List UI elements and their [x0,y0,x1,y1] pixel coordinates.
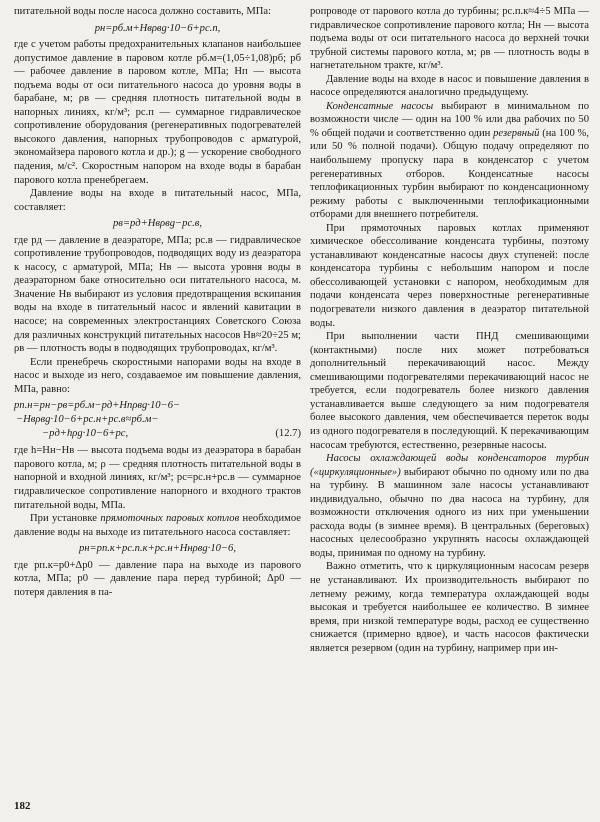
equation-number: (12.7) [275,428,301,440]
paragraph: где с учетом работы предохранительных клапанов наибольшее допустимое давление в паровом котле pб.м=(1,05÷1,08)pб; pб — рабочее давление в паровом котле, МПа; Hп — высота подъема воды от оси питательного насоса до уровня воды в барабане, м; ρв — средняя плотность питательной воды в напорных линиях, кг/м³; pс.п — суммарное гидравлическое сопротивление оборудования (регенеративных подогревателей высокого давления, напорных трубопроводов с арматурой, экономайзера парового котла и др.); g — ускорение свободного падения, м/с². Скоростным напором на входе воды в барабан парового котла пренебрегаем. [14,39,301,186]
text-run: При установке [30,513,101,525]
text-run: (на 100 %, или 50 % полной подачи). Общую подачу определяют по наибольшему пропуску пара в конденсатор с учетом регенеративных отборов. Конденсатные насосы теплофикационных турбин выбирают по конденсационному режиму работы с выключенными теплофикационными отборами для внешнего потребителя. [310,127,589,221]
paragraph: При прямоточных паровых котлах применяют химическое обессоливание конденсата турбины, поэтому устанавливают конденсатные насосы двух ступеней: после конденсатора турбины с небольшим напором и после обессоливающей установки с напором, необходимым для подачи конденсата через поверхностные регенеративные подогреватели низкого давления в деаэратор питательной воды. [310,222,589,329]
formula-line-with-number [14,427,301,441]
formula: pн=pб.м+Hвρвg·10−6+pс.п, [94,22,221,34]
paragraph: где h=Hн−Hв — высота подъема воды из деаэратора в барабан парового котла, м; ρ — средняя плотность питательной воды в напорной и входной линиях, кг/м³; pс=pс.н+pс.в — суммарное гидравлическое сопротивление напорного и входного трактов питательной воды, МПа. [14,445,301,511]
emphasis-text: прямоточных паровых котлов [100,513,240,525]
text-run: выбирают обычно по одному или по два на турбину. В машинном зале насосы устанавливают индивидуально, обычно по два насоса на турбину, для возможности отключения одного из них при уменьшении расхода воды (в зимнее время). В центральных (береговых) насосных целесообразно укрупнять насосы охлаждающей воды, принимая по одному на турбину. [310,466,589,559]
paragraph [310,100,589,222]
paragraph: Важно отметить, что к циркуляционным насосам резерв не устанавливают. Их производительность выбирают по летнему режиму, когда температура охлаждающей воды высокая и требуется наибольшее ее количество. В зимнее время, при низкой температуре воды, расход ее существенно снижается (примерно вдвое), и часть насосов фактически является резервом (один на турбину, например при ин- [310,561,589,654]
paragraph: Если пренебречь скоростными напорами воды на входе в насос и выходе из него, создаваемое им повышение давления, МПа, равно: [14,356,301,395]
paragraph: где pд — давление в деаэраторе, МПа; pс.в — гидравлическое сопротивление трубопроводов, подводящих воду из деаэратора к насосу, с арматурой, МПа; Hв — высота уровня воды в деаэраторном баке относительно оси питательного насоса, м. Значение Hв выбирают из условия предотвращения вскипания воды на входе в питательный насос и явлений кавитации в насосе; на современных электростанциях Советского Союза для различных конструкций питательных насосов Hв≈20÷25 м; ρв — плотность воды в подводящих трубопроводах, кг/м³. [14,234,301,355]
emphasis-text: Насосы охлаждающей воды конденсаторов турбин («циркуляционные») [310,453,589,478]
formula: pв=pд+Hвρвg−pс.в, [112,218,203,230]
emphasis-text: резервный [493,127,540,139]
text-run: необходимое давление воды на выходе из питательного насоса составляет: [14,513,301,538]
paragraph [14,512,301,539]
paragraph: Давление воды на входе в насос и повышение давления в насосе определяются аналогично предыдущему. [310,73,589,99]
paragraph: питательной воды после насоса должно составить, МПа: [14,6,272,17]
paragraph: Давление воды на входе в питательный насос, МПа, составляет: [14,188,301,213]
left-column [14,5,301,599]
formula-line: pп.н=pн−pв=pб.м−pд+Hпρвg·10−6− [14,400,181,412]
text-run: выбирают в минимальном по возможности числе — один на 100 % или два рабочих по 50 % общей подачи и соответственно один [310,100,589,139]
formula-line: −pд+hρg·10−6+pс, [42,428,129,440]
page-number: 182 [14,800,31,812]
paragraph: где pп.к=p0+Δp0 — давление пара на выходе из парового котла, МПа; p0 — давление пара перед турбиной; Δp0 — потеря давления в па- [14,559,301,598]
formula-line: −Hвρвg·10−6+pс.н+pс.в≈pб.м− [16,414,159,426]
formula: pн=pп.к+pс.п.к+pс.н+Hнρвg·10−6, [78,543,237,555]
paragraph: ропроводе от парового котла до турбины; pс.п.к≈4÷5 МПа — гидравлическое сопротивление парового котла; Hн — высота подъема воды от оси питательного насоса до верхней точки трубной системы парового котла, м; ρв — плотность воды в нагнетательном тракте, кг/м³. [310,6,589,72]
paragraph: При выполнении части ПНД смешивающими (контактными) после них может потребоваться дополнительный перекачивающий насос. Между смешивающими подогревателями перекачивающий насос не требуется, если подогреватель более низкого давления устанавливается выше следующего за ним подогревателя более высокого давления, чем обеспечивается переток воды из одного подогревателя в последующий. К перекачивающим насосам требуются, естественно, резервные насосы. [310,331,589,451]
emphasis-text: Конденсатные насосы [326,100,434,112]
paragraph [310,452,589,560]
formula-12-7 [14,399,301,441]
right-column [310,5,589,655]
